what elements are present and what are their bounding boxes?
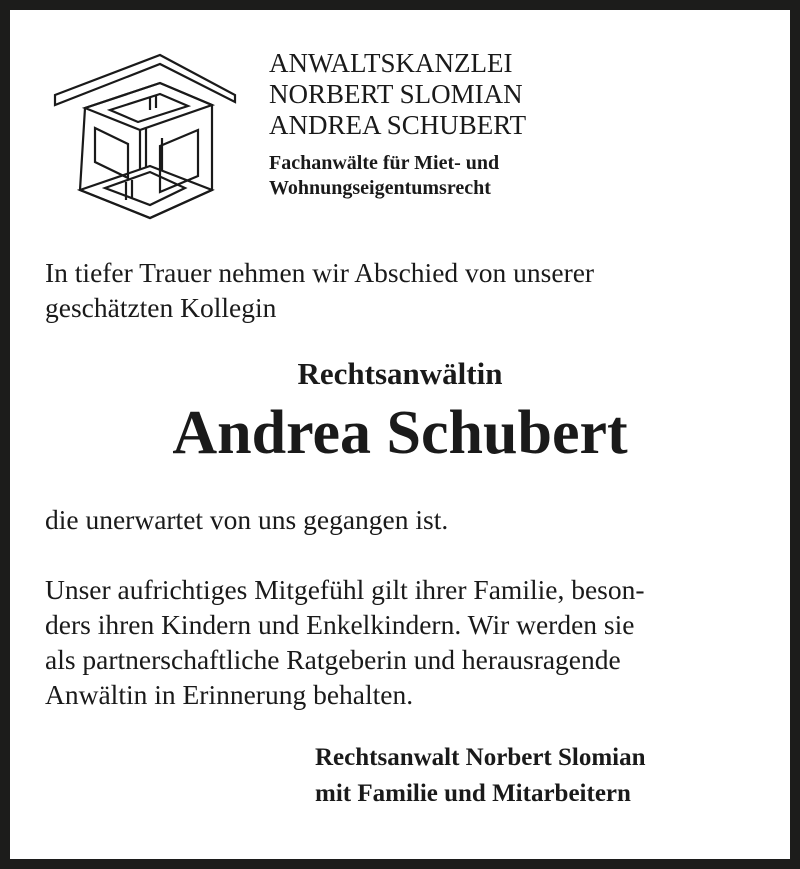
specialty-line: Fachanwälte für Miet- und <box>269 152 500 174</box>
specialty-line: Wohnungseigentumsrecht <box>269 177 491 199</box>
condolence-paragraph <box>45 572 645 712</box>
obituary-notice <box>10 10 790 859</box>
signature-line: mit Familie und Mitarbeitern <box>315 780 631 807</box>
gone-line: die unerwartet von uns gegangen ist. <box>45 504 449 535</box>
deceased-title: Rechtsanwältin <box>297 356 503 391</box>
signature-block <box>315 740 646 812</box>
condolence-line: ders ihren Kindern und Enkelkindern. Wir werden sie <box>45 609 635 640</box>
firm-header <box>269 48 526 201</box>
intro-line: In tiefer Trauer nehmen wir Abschied von unserer <box>45 257 595 288</box>
condolence-line: Anwältin in Erinnerung behalten. <box>45 679 414 710</box>
firm-specialty <box>269 151 526 201</box>
signature-line: Rechtsanwalt Norbert Slomian <box>315 744 646 771</box>
intro-line: geschätzten Kollegin <box>45 292 277 323</box>
cube-logo-icon <box>50 50 240 220</box>
condolence-line: als partnerschaftliche Ratgeberin und herausragende <box>45 644 621 675</box>
condolence-line: Unser aufrichtiges Mitgefühl gilt ihrer Familie, beson- <box>45 574 645 605</box>
deceased-name: Andrea Schubert <box>172 399 628 467</box>
firm-partner-line: ANDREA SCHUBERT <box>269 110 527 140</box>
firm-name-line: ANWALTSKANZLEI <box>269 48 513 78</box>
firm-partner-line: NORBERT SLOMIAN <box>269 79 523 109</box>
intro-paragraph <box>45 255 594 325</box>
